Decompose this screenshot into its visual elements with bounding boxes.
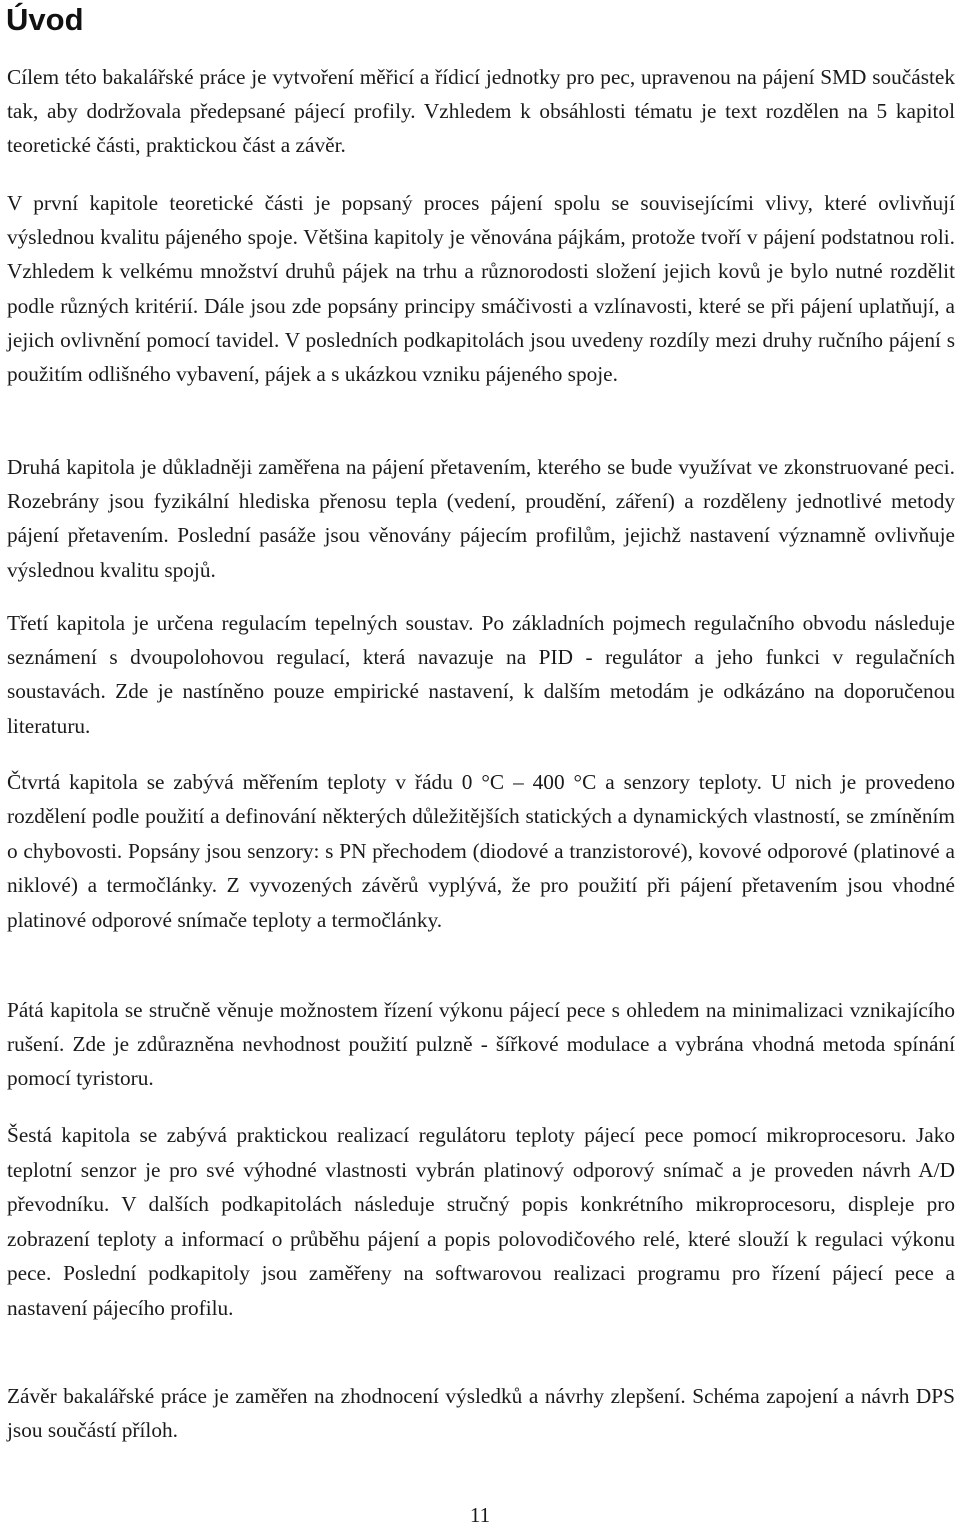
section-heading: Úvod — [6, 2, 84, 37]
paragraph-chapter-2: Druhá kapitola je důkladněji zaměřena na pájení přetavením, kterého se bude využívat ve zkonstruované peci. Rozebrány jsou fyzikální hlediska přenosu tepla (vedení, proudění, záření) a rozděleny jednotlivé metody pájení přetavením. Poslední pasáže jsou věnovány pájecím profilům, jejichž nastavení významně ovlivňuje výslednou kvalitu spojů. — [7, 455, 955, 582]
paragraph-chapter-6: Šestá kapitola se zabývá praktickou realizací regulátoru teploty pájecí pece pomocí mikroprocesoru. Jako teplotní senzor je pro své výhodné vlastnosti vybrán platinový odporový snímač a je proveden návrh A/D převodníku. V dalších podkapitolách následuje stručný popis konkrétního mikroprocesoru, displeje pro zobrazení teploty a informací o průběhu pájení a popis polovodičového relé, které slouží k regulaci výkonu pece. Poslední podkapitoly jsou zaměřeny na softwarovou realizaci programu pro řízení pájecí pece a nastavení pájecího profilu. — [7, 1123, 955, 1320]
paragraph-chapter-3: Třetí kapitola je určena regulacím tepelných soustav. Po základních pojmech regulačního obvodu následuje seznámení s dvoupolohovou regulací, která navazuje na PID - regulátor a jeho funkci v regulačních soustavách. Zde je nastíněno pouze empirické nastavení, k dalším metodám je odkázáno na doporučenou literaturu. — [7, 611, 955, 738]
page-number: 11 — [469, 1503, 491, 1527]
paragraph-conclusion: Závěr bakalářské práce je zaměřen na zhodnocení výsledků a návrhy zlepšení. Schéma zapojení a návrh DPS jsou součástí příloh. — [7, 1384, 955, 1443]
paragraph-introduction: Cílem této bakalářské práce je vytvoření měřicí a řídicí jednotky pro pec, upravenou na pájení SMD součástek tak, aby dodržovala předepsané pájecí profily. Vzhledem k obsáhlosti tématu je text rozdělen na 5 kapitol teoretické části, praktickou část a závěr. — [7, 65, 955, 158]
paragraph-chapter-1: V první kapitole teoretické části je popsaný proces pájení spolu se souvisejícími vlivy, které ovlivňují výslednou kvalitu pájeného spoje. Většina kapitoly je věnována pájkám, protože tvoří v pájení podstatnou roli. Vzhledem k velkému množství druhů pájek na trhu a různorodosti složení jejich kovů je bylo nutné rozdělit podle různých kritérií. Dále jsou zde popsány principy smáčivosti a vzlínavosti, které se při pájení uplatňují, a jejich ovlivnění pomocí tavidel. V posledních podkapitolách jsou uvedeny rozdíly mezi druhy ručního pájení s použitím odlišného vybavení, pájek a s ukázkou vzniku pájeného spoje. — [7, 191, 955, 387]
paragraph-chapter-4: Čtvrtá kapitola se zabývá měřením teploty v řádu 0 °C – 400 °C a senzory teploty. U nich je provedeno rozdělení podle použití a definování některých důležitějších statických a dynamických vlastností, se zmíněním o chybovosti. Popsány jsou senzory: s PN přechodem (diodové a tranzistorové), kovové odporové (platinové a niklové) a termočlánky. Z vyvozených závěrů vyplývá, že pro použití při pájení přetavením jsou vhodné platinové odporové snímače teploty a termočlánky. — [7, 770, 955, 932]
paragraph-chapter-5: Pátá kapitola se stručně věnuje možnostem řízení výkonu pájecí pece s ohledem na minimalizaci vznikajícího rušení. Zde je zdůrazněna nevhodnost použití pulzně - šířkové modulace a vybrána vhodná metoda spínání pomocí tyristoru. — [7, 998, 955, 1091]
